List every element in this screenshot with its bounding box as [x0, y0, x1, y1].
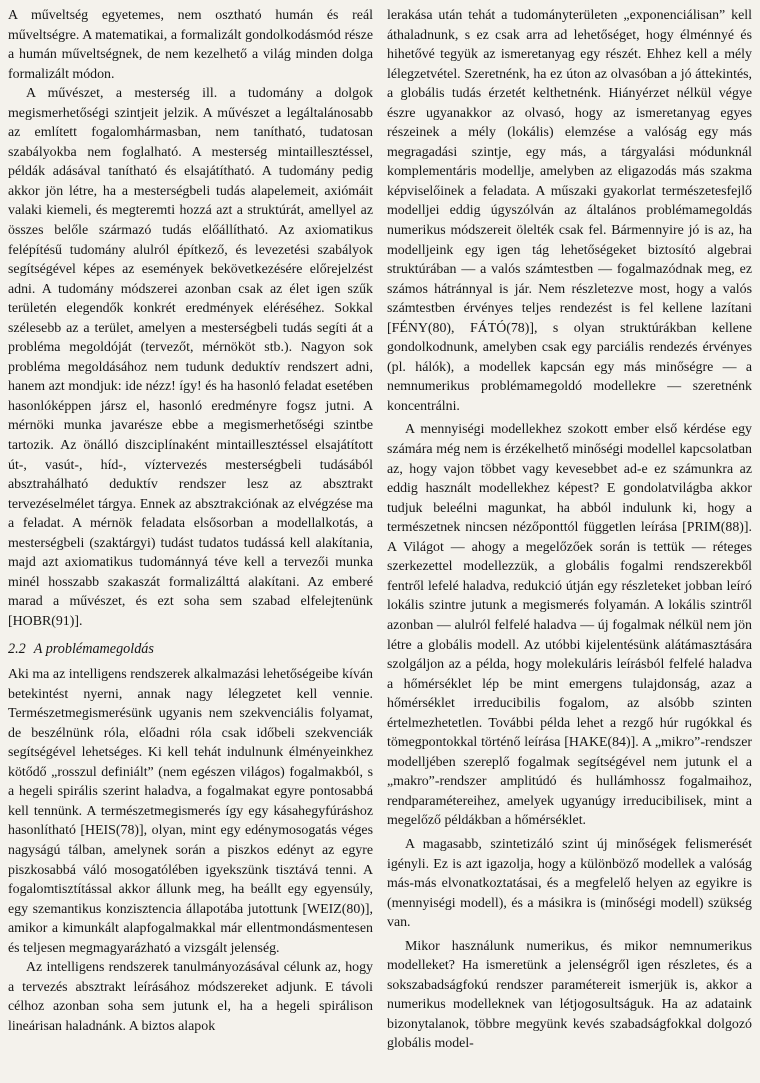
paragraph: A műveltség egyetemes, nem osztható humán és reál műveltségre. A matematikai, a formalizált gondolkodásmód része a humán műveltségnek, de nem kezelhető a világ minden dolga formalizált módon. [8, 8, 373, 82]
paragraph: A magasabb, szintetizáló szint új minőségek felismerését igényli. Ez is azt igazolja, hogy a különböző modellek a valóság más-más elvonatkoztatásai, és a megfelelő helyen az egyikre is (mennyiségi modell), és a másikra is (minőségi modell) szükség van. [387, 836, 752, 931]
paragraph: A mennyiségi modellekhez szokott ember első kérdése egy számára még nem is érzékelhető minőségi modellel kapcsolatban az, hogy vajon többet vagy kevesebbet ad-e ez számunkra az eddig használt modellekhez képest? E gondolatvilágba akkor tudjuk beleélni magunkat, ha abból indulunk ki, hogy a természetnek nincsen nézőponttól független leírása [PRIM(88)]. A Világot — ahogy a megelőzőek során is tettük — réteges szerkezettel modellezzük, a globális fogalmi rendszerekből fentről lefelé haladva, redukció útján egy részleteket jobban leíró lokális szintre jutunk a megismerés folyamán. A lokális szintről azonban — alulról felfelé haladva — új fogalmak nélkül nem jön létre a globális modell. Az utóbbi kijelentésünk alátámasztására szolgáljon az a példa, hogy molekuláris leírásból felfelé haladva a hőmérséklet lép be mint emergens tulajdonság, azaz a hőmérséklet irreducibilis fogalom, az alsóbb szinten értelmezhetetlen. További példa lehet a rezgő húr rugókkal és tömegpontokkal történő leírása [HAKE(84)]. A „mikro”-rendszer modelljében szereplő fogalmak segítségével nem jutunk el a „makro”-rendszer amplitúdó és hullámhossz fogalmaihoz, rendparamétereihez, amelyek ugyanúgy irreducibilisek, mint a megelőző példákban a hőmérséklet. [387, 422, 752, 829]
section-number: 2.2 [8, 640, 26, 657]
section-title: A problémamegoldás [33, 640, 154, 657]
paragraph: Mikor használunk numerikus, és mikor nemnumerikus modelleket? Ha ismeretünk a jelenségről igen részletes, és a sokszabadságfokú rendszer paramétereit ismerjük is, akkor a numerikus modelleknek van létjogosultságuk. Ha az adataink bizonytalanok, többre megyünk kevés szabadságfokkal dolgozó globális model- [387, 938, 752, 1052]
section-heading [8, 640, 373, 660]
paragraph: Az intelligens rendszerek tanulmányozásával célunk az, hogy a tervezés absztrakt leírásához módszereket adjunk. E távoli célhoz azonban soha sem jutunk el, ha a hegeli spirálison lineárisan haladnánk. A biztos alapok [8, 960, 373, 1034]
paragraph: Aki ma az intelligens rendszerek alkalmazási lehetőségeibe kíván betekintést nyerni, annak nagy lélegzetet kell vennie. Természetmegismerésünk ugyanis nem szekvenciális folyamat, de beszélnünk róla, előadni róla csak időbeli szekvenciák segítségével lehetséges. Ki kell tehát indulnunk élményeinkhez kötődő „rosszul definiált” (nem egészen világos) fogalmakból, s a hegeli spirális szerint haladva, a fogalmakat egyre pontosabbá kell tennünk. A természetmegismerés így egy kásahegyfúráshoz hasonlítható [HEIS(78)], olyan, mint egy edénymosogatás véges nagyságú tálban, amelynek során a piszkos edényt az egyre piszkosabbá váló mosogatólében igyekszünk tisztává tenni. A fogalomtisztítással akkor állunk meg, ha beállt egy egyensúly, egy szemantikus konzisztencia állapotába jutottunk [WEIZ(80)], amikor a kimunkált alapfogalmakkal már ellentmondásmentesen és teljesen megmagyarázható a vizsgált jelenség. [8, 667, 373, 956]
left-column [8, 6, 373, 1079]
right-column [387, 6, 752, 1079]
paragraph: A művészet, a mesterség ill. a tudomány a dolgok megismerhetőségi szintjeit jelzik. A művészet a legáltalánosabb az említett fogalomhármasban, nem tanítható, tudatosan szabályokba nem foglalható. A mesterség mintaillesztéssel, példák adásával tanítható és elsajátítható. A tudomány pedig akkor jön létre, ha a mesterségbeli tudás alapelemeit, axiómáit valaki kiemeli, és megteremti hozzá azt a struktúrát, amellyel az összes belőle származó tudás előállítható. Az axiomatikus felépítésű tudomány alulról építkező, és levezetési szabályok segítségével képes az események bekövetkezésére előrejelzést adni. A tudomány módszerei azonban csak az élet igen szűk területén elegendők konkrét eredmények eléréséhez. Sokkal szélesebb az a terület, amelyen a mesterségbeli tudás segíti át a probléma megoldóját (tervezőt, mérnököt stb.). Nagyon sok probléma megoldásához nem tudunk deduktív rendszert adni, hanem azt mondjuk: ide nézz! így! és ha hasonló feladat esetében hasonlóképpen jársz el, hasonló eredményre fogsz jutni. A mérnöki munka javarésze ebbe a megismerhetőségi szintbe tartozik. Az önálló diszciplínaként mintaillesztéssel elsajátított út-, vasút-, híd-, víztervezés mesterségbeli tudásából absztrahálható deduktív rendszer lesz az absztrakt tervezéselmélet tárgya. Ennek az absztrakciónak az elvégzése ma a feladat. A mérnök feladata elsősorban a modellalkotás, a mesterségbeli (szaktárgyi) tudást tudatos tudássá kell alakítania, majd azt axiomatikus tudománnyá téve kell a tervezői munka minél hosszabb szakaszát formalizálttá alakítani. Az emberé marad a művészet, és ezt soha sem szabad elfelejtenünk [HOBR(91)]. [8, 86, 373, 629]
paragraph: lerakása után tehát a tudományterületen „exponenciálisan” kell áthaladnunk, s ez csak arra ad lehetőséget, hogy élménnyé és hihetővé tegyük az ismeretanyag egy részét. Ehhez kell a mély lélegzetvétel. Szeretnénk, ha ez úton az olvasóban a jó áttekintés, a globális tudás érzetét kelthetnénk. Hiányérzet nélkül végye észre ugyanakkor az olvasó, hogy az ismeretanyag egyes részeinek a mély (lokális) elemzése a valóság egy más megragadási szintje, egy más, a tárgyalási módunknál komplementáris modellje, amelyben az eligazodás más szakma képviselőinek a feladata. A műszaki gyakorlat természetesfejlő modelljei eddig úgyszólván az általános problémamegoldás numerikus módszereit ölelték csak fel. Bármennyire jó is az, ha modelljeink egy igen tág lehetőségeket biztosító algebrai struktúrában — a valós számtestben — fogalmazódnak meg, ez számos hátránnyal is jár. Nem részletezve most, hogy a valós számtestben érvényes teljes rendezést is fel kellene lazítani [FÉNY(80), FÁTÓ(78)], s olyan struktúrákban kellene gondolkodnunk, amelyben csak egy parciális rendezés érvényes (pl. hálók), a modellek kapcsán egy más minőségre — a nemnumerikus problémamegoldó modellekre — szeretnénk koncentrálni. [387, 8, 752, 414]
